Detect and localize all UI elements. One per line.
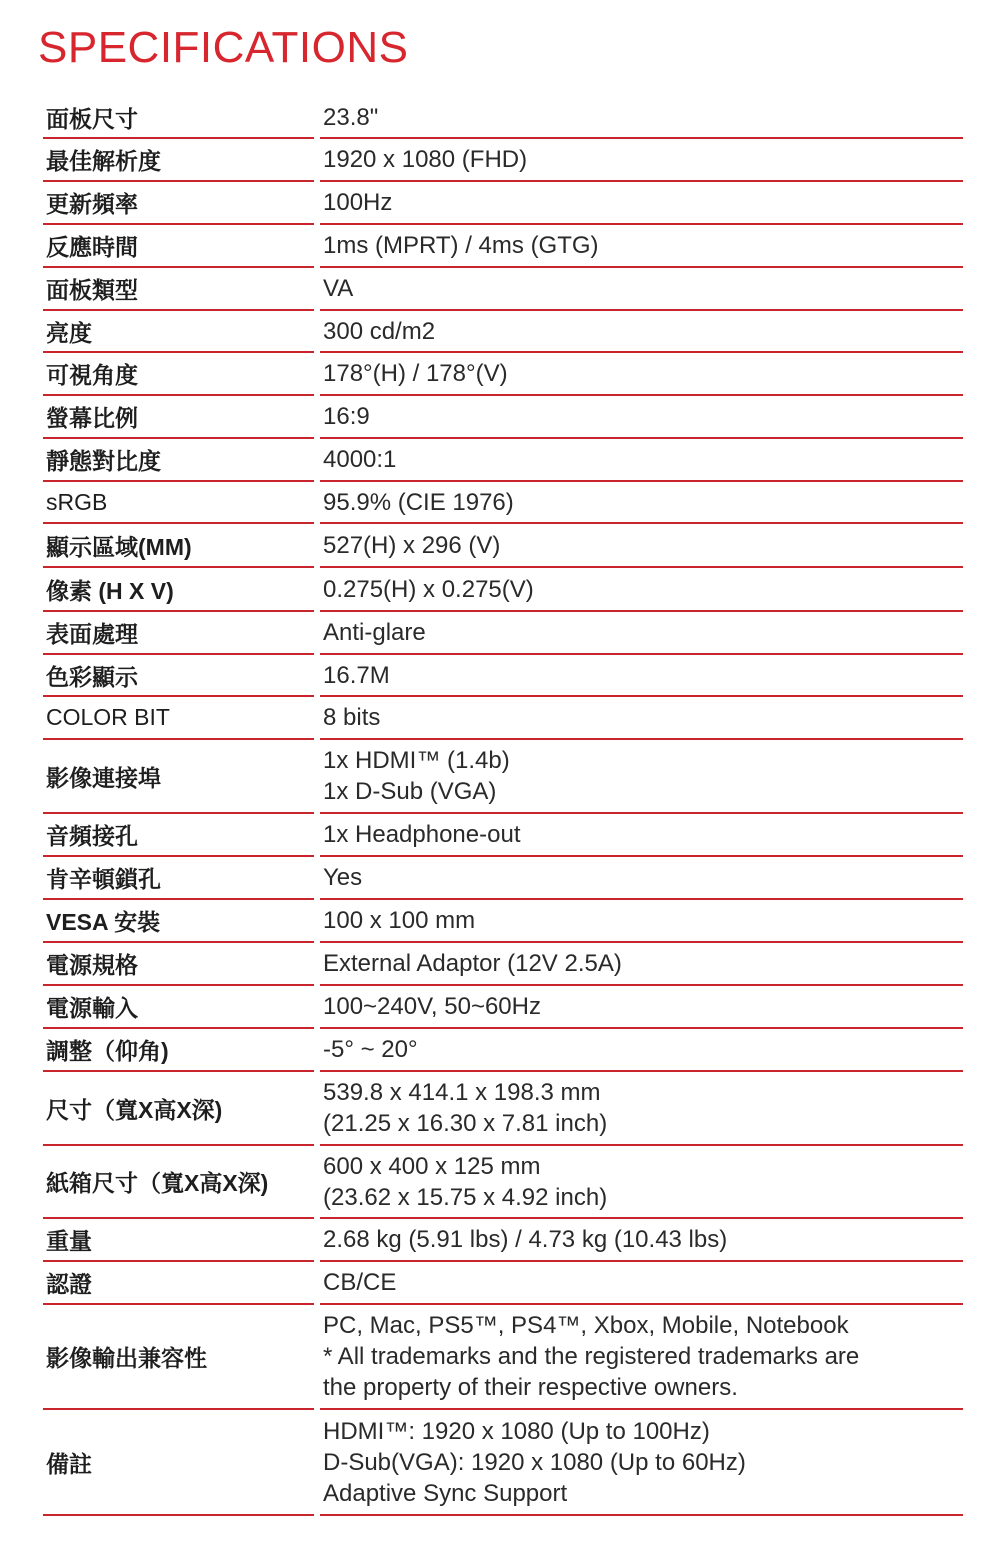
spec-value <box>320 225 963 268</box>
spec-row <box>43 1219 963 1262</box>
spec-label: 靜態對比度 <box>43 439 314 482</box>
spec-row <box>43 612 963 655</box>
spec-value <box>320 139 963 182</box>
spec-row <box>43 1262 963 1305</box>
spec-row <box>43 182 963 225</box>
spec-label: 影像輸出兼容性 <box>43 1305 314 1410</box>
spec-value <box>320 1410 963 1516</box>
spec-label: 調整（仰角) <box>43 1029 314 1072</box>
spec-value-line: 0.275(H) x 0.275(V) <box>323 575 534 603</box>
spec-value-line: External Adaptor (12V 2.5A) <box>323 950 622 977</box>
spec-value-line: PC, Mac, PS5™, PS4™, Xbox, Mobile, Notebook <box>323 1312 849 1339</box>
spec-row <box>43 740 963 814</box>
spec-value-line: D-Sub(VGA): 1920 x 1080 (Up to 60Hz) <box>323 1448 746 1476</box>
spec-label: 色彩顯示 <box>43 655 314 697</box>
spec-row <box>43 568 963 612</box>
spec-label: 面板類型 <box>43 268 314 311</box>
spec-value-line: HDMI™: 1920 x 1080 (Up to 100Hz) <box>323 1417 710 1445</box>
spec-value <box>320 311 963 353</box>
spec-value <box>320 524 963 568</box>
spec-value-line: 8 bits <box>323 704 381 731</box>
spec-label: 表面處理 <box>43 612 314 655</box>
spec-row <box>43 857 963 900</box>
spec-value-line: (23.62 x 15.75 x 4.92 inch) <box>323 1183 608 1211</box>
spec-value <box>320 612 963 655</box>
spec-value-line: 527(H) x 296 (V) <box>323 531 501 559</box>
spec-value-line: 100~240V, 50~60Hz <box>323 993 541 1020</box>
spec-value <box>320 814 963 857</box>
spec-value <box>320 655 963 697</box>
spec-label: 可視角度 <box>43 353 314 396</box>
spec-value-line: 16.7M <box>323 661 390 689</box>
spec-row <box>43 396 963 439</box>
spec-label: 電源輸入 <box>43 986 314 1029</box>
spec-value-line: 1x Headphone-out <box>323 821 521 848</box>
spec-value <box>320 568 963 612</box>
spec-row <box>43 655 963 697</box>
spec-row <box>43 1146 963 1219</box>
spec-value <box>320 1029 963 1072</box>
spec-table <box>43 97 963 1516</box>
spec-value <box>320 1305 963 1410</box>
spec-row <box>43 814 963 857</box>
spec-value-line: VA <box>323 275 354 302</box>
spec-label: 更新頻率 <box>43 182 314 225</box>
spec-value <box>320 396 963 439</box>
spec-value-line: 2.68 kg (5.91 lbs) / 4.73 kg (10.43 lbs) <box>323 1226 728 1253</box>
spec-value-line: 4000:1 <box>323 446 397 473</box>
spec-label: 亮度 <box>43 311 314 353</box>
spec-row <box>43 1410 963 1516</box>
spec-value-line: 23.8" <box>323 103 379 131</box>
spec-value <box>320 439 963 482</box>
spec-label: 電源規格 <box>43 943 314 986</box>
spec-value <box>320 740 963 814</box>
spec-value-line: the property of their respective owners. <box>323 1374 738 1401</box>
spec-value-line: -5° ~ 20° <box>323 1036 418 1063</box>
spec-value <box>320 986 963 1029</box>
spec-label: 影像連接埠 <box>43 740 314 814</box>
spec-value-line: CB/CE <box>323 1269 397 1296</box>
spec-row <box>43 353 963 396</box>
spec-value <box>320 353 963 396</box>
spec-value-line: 300 cd/m2 <box>323 317 436 345</box>
spec-row <box>43 97 963 139</box>
spec-value <box>320 943 963 986</box>
spec-value <box>320 482 963 524</box>
spec-value <box>320 1262 963 1305</box>
spec-value <box>320 1219 963 1262</box>
spec-row <box>43 1029 963 1072</box>
spec-value <box>320 97 963 139</box>
spec-value-line: 1920 x 1080 (FHD) <box>323 146 528 173</box>
spec-label: 紙箱尺寸（寬X高X深) <box>43 1146 314 1219</box>
spec-value-line: 1x D-Sub (VGA) <box>323 778 497 805</box>
spec-label: 尺寸（寬X高X深) <box>43 1072 314 1146</box>
spec-value-line: 16:9 <box>323 403 370 430</box>
spec-value-line: 1ms (MPRT) / 4ms (GTG) <box>323 232 599 259</box>
spec-label: 音頻接孔 <box>43 814 314 857</box>
spec-label: 重量 <box>43 1219 314 1262</box>
spec-value <box>320 1072 963 1146</box>
spec-value-line: 600 x 400 x 125 mm <box>323 1152 541 1180</box>
spec-value-line: 95.9% (CIE 1976) <box>323 488 514 516</box>
spec-row <box>43 268 963 311</box>
spec-value-line: Adaptive Sync Support <box>323 1479 568 1507</box>
spec-value <box>320 857 963 900</box>
spec-row <box>43 986 963 1029</box>
spec-label: 像素 (H X V) <box>43 568 314 612</box>
spec-row <box>43 439 963 482</box>
spec-value-line: (21.25 x 16.30 x 7.81 inch) <box>323 1110 608 1137</box>
spec-label: sRGB <box>43 482 314 524</box>
spec-label: 最佳解析度 <box>43 139 314 182</box>
spec-label: COLOR BIT <box>43 697 314 740</box>
spec-value-line: Anti-glare <box>323 619 426 646</box>
spec-row <box>43 482 963 524</box>
spec-label: VESA 安裝 <box>43 900 314 943</box>
spec-value-line: 539.8 x 414.1 x 198.3 mm <box>323 1079 601 1106</box>
spec-value <box>320 182 963 225</box>
page-title: SPECIFICATIONS <box>38 23 409 72</box>
spec-value <box>320 268 963 311</box>
spec-row <box>43 139 963 182</box>
spec-value-line: 100Hz <box>323 189 393 216</box>
spec-row <box>43 225 963 268</box>
spec-value-line: Yes <box>323 864 363 891</box>
spec-row <box>43 1305 963 1410</box>
spec-row <box>43 943 963 986</box>
spec-value <box>320 1146 963 1219</box>
spec-row <box>43 900 963 943</box>
spec-label: 顯示區域(MM) <box>43 524 314 568</box>
spec-label: 面板尺寸 <box>43 97 314 139</box>
spec-row <box>43 524 963 568</box>
spec-label: 備註 <box>43 1410 314 1516</box>
spec-value-line: 100 x 100 mm <box>323 907 476 934</box>
spec-label: 認證 <box>43 1262 314 1305</box>
spec-label: 反應時間 <box>43 225 314 268</box>
spec-value-line: * All trademarks and the registered trademarks are <box>323 1343 860 1370</box>
spec-row <box>43 1072 963 1146</box>
spec-value-line: 1x HDMI™ (1.4b) <box>323 747 510 774</box>
spec-value <box>320 900 963 943</box>
spec-label: 肯辛頓鎖孔 <box>43 857 314 900</box>
spec-row <box>43 697 963 740</box>
spec-label: 螢幕比例 <box>43 396 314 439</box>
spec-value-line: 178°(H) / 178°(V) <box>323 360 508 387</box>
spec-value <box>320 697 963 740</box>
spec-row <box>43 311 963 353</box>
